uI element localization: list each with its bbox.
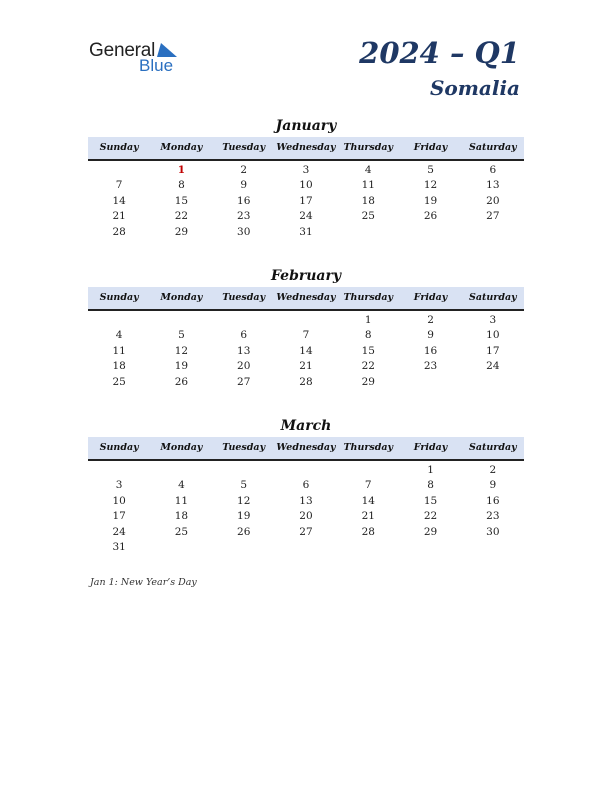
brand-logo [89,40,199,76]
day-cell: 2 [489,464,497,476]
weekday-header-row [88,287,524,311]
empty-day-cell [275,540,337,555]
weekday-header-row [88,137,524,161]
week-row [88,375,524,390]
day-cell: 18 [174,510,189,523]
week-row [88,344,524,359]
day-cell: 8 [178,179,185,192]
day-cell: 14 [299,344,313,357]
day-cell: 17 [486,344,500,357]
weekday-sunday: Sunday [99,292,139,303]
day-cell: 16 [423,344,438,357]
week-row [88,494,524,509]
week-row [88,463,524,478]
week-row [88,359,524,374]
empty-day-cell [213,463,275,478]
day-cell: 11 [361,179,375,192]
day-cell: 18 [112,360,126,373]
weekday-tuesday: Tuesday [222,292,266,303]
empty-day-cell [150,463,212,478]
day-cell: 28 [299,375,313,388]
day-cell: 26 [174,375,189,388]
empty-day-cell [462,225,524,240]
day-cell: 23 [237,210,251,223]
day-cell: 24 [112,525,126,538]
day-cell: 28 [112,225,126,238]
day-cell: 28 [361,525,375,538]
day-cell: 1 [177,164,186,176]
day-cell: 10 [486,329,500,342]
day-cell: 24 [299,210,313,223]
day-cell: 20 [486,194,500,207]
day-cell: 22 [174,210,189,223]
day-cell: 23 [486,510,500,523]
day-cell: 4 [178,479,185,492]
quarter-title: 2024 – Q1 [359,36,520,70]
day-grid [88,461,524,555]
day-cell: 9 [240,179,248,192]
day-cell: 4 [364,164,372,176]
day-cell: 15 [423,494,438,507]
empty-day-cell [213,313,275,328]
weekday-wednesday: Wednesday [276,442,336,453]
empty-day-cell [399,540,461,555]
day-cell: 10 [112,494,126,507]
day-cell: 26 [423,210,438,223]
day-cell: 12 [423,179,438,192]
month-february [88,266,524,390]
day-cell: 22 [423,510,438,523]
day-cell: 12 [174,344,189,357]
day-cell: 19 [237,510,251,523]
day-cell: 25 [112,375,126,388]
day-cell: 3 [115,479,123,492]
day-cell: 13 [299,494,313,507]
week-row [88,478,524,493]
day-cell: 21 [112,210,126,223]
week-row [88,540,524,555]
weekday-saturday: Saturday [469,442,517,453]
day-cell: 27 [486,210,500,223]
day-cell: 5 [178,329,185,342]
weekday-friday: Friday [413,292,448,303]
day-cell: 29 [361,375,375,388]
empty-day-cell [88,313,150,328]
day-cell: 3 [489,314,497,326]
weekday-sunday: Sunday [99,442,139,453]
day-cell: 4 [115,329,123,342]
empty-day-cell [337,540,399,555]
weekday-saturday: Saturday [469,142,517,153]
day-cell: 27 [299,525,313,538]
day-cell: 27 [237,375,251,388]
day-cell: 25 [174,525,189,538]
day-cell: 29 [423,525,438,538]
day-cell: 20 [299,510,313,523]
day-cell: 8 [364,329,372,342]
day-cell: 31 [299,225,313,238]
month-title: March [280,418,332,434]
day-cell: 17 [299,194,313,207]
empty-day-cell [337,225,399,240]
day-cell: 16 [486,494,500,507]
day-cell: 21 [299,360,313,373]
day-cell: 29 [174,225,189,238]
day-cell: 15 [174,194,189,207]
day-cell: 26 [237,525,251,538]
logo-blue-text: Blue [139,56,174,75]
day-cell: 1 [364,314,372,326]
weekday-tuesday: Tuesday [222,442,266,453]
week-row [88,225,524,240]
day-cell: 19 [174,360,189,373]
day-cell: 30 [486,525,500,538]
empty-day-cell [150,313,212,328]
weekday-thursday: Thursday [343,142,394,153]
weekday-friday: Friday [413,142,448,153]
weekday-monday: Monday [160,142,203,153]
month-january [88,116,524,240]
day-cell: 9 [489,479,497,492]
day-cell: 23 [423,360,438,373]
empty-day-cell [150,540,212,555]
day-cell: 20 [237,360,251,373]
weekday-monday: Monday [160,292,203,303]
day-grid [88,311,524,390]
week-row [88,178,524,193]
day-cell: 7 [302,329,310,342]
empty-day-cell [88,163,150,178]
weekday-thursday: Thursday [343,442,394,453]
day-cell: 30 [237,225,251,238]
month-title: January [275,118,337,134]
day-cell: 7 [115,179,123,192]
week-row [88,328,524,343]
day-cell: 5 [240,479,248,492]
weekday-tuesday: Tuesday [222,142,266,153]
weekday-header-row [88,437,524,461]
day-cell: 7 [364,479,372,492]
week-row [88,194,524,209]
day-cell: 25 [361,210,375,223]
weekday-friday: Friday [413,442,448,453]
empty-day-cell [275,463,337,478]
day-cell: 1 [427,464,434,476]
day-cell: 3 [302,164,310,176]
day-cell: 6 [240,329,248,342]
week-row [88,163,524,178]
day-cell: 9 [427,329,434,342]
day-cell: 11 [112,344,126,357]
day-grid [88,161,524,240]
day-cell: 24 [486,360,500,373]
empty-day-cell [213,540,275,555]
day-cell: 31 [112,540,126,553]
month-title: February [270,268,341,284]
empty-day-cell [399,375,461,390]
day-cell: 12 [237,494,251,507]
day-cell: 13 [486,179,500,192]
weekday-thursday: Thursday [343,292,394,303]
empty-day-cell [399,225,461,240]
day-cell: 15 [361,344,375,357]
empty-day-cell [462,375,524,390]
day-cell: 8 [427,479,434,492]
day-cell: 21 [361,510,375,523]
weekday-wednesday: Wednesday [276,292,336,303]
day-cell: 2 [427,314,434,326]
day-cell: 18 [361,194,375,207]
day-cell: 6 [489,164,497,176]
day-cell: 14 [361,494,375,507]
logo-general-text: General [89,40,156,61]
month-march [88,416,524,555]
day-cell: 16 [237,194,251,207]
empty-day-cell [462,540,524,555]
day-cell: 13 [237,344,251,357]
week-row [88,209,524,224]
logo-triangle-icon [157,43,177,57]
day-cell: 2 [240,164,248,176]
empty-day-cell [88,463,150,478]
week-row [88,313,524,328]
week-row [88,509,524,524]
day-cell: 6 [302,479,310,492]
weekday-saturday: Saturday [469,292,517,303]
weekday-sunday: Sunday [99,142,139,153]
weekday-wednesday: Wednesday [276,142,336,153]
empty-day-cell [337,463,399,478]
week-row [88,525,524,540]
holiday-note: Jan 1: New Year’s Day [90,577,197,588]
day-cell: 14 [112,194,126,207]
day-cell: 11 [174,494,189,507]
weekday-monday: Monday [160,442,203,453]
empty-day-cell [275,313,337,328]
day-cell: 22 [361,360,375,373]
day-cell: 10 [299,179,313,192]
day-cell: 17 [112,510,126,523]
country-name: Somalia [429,76,520,100]
day-cell: 19 [423,194,438,207]
day-cell: 5 [427,164,434,176]
